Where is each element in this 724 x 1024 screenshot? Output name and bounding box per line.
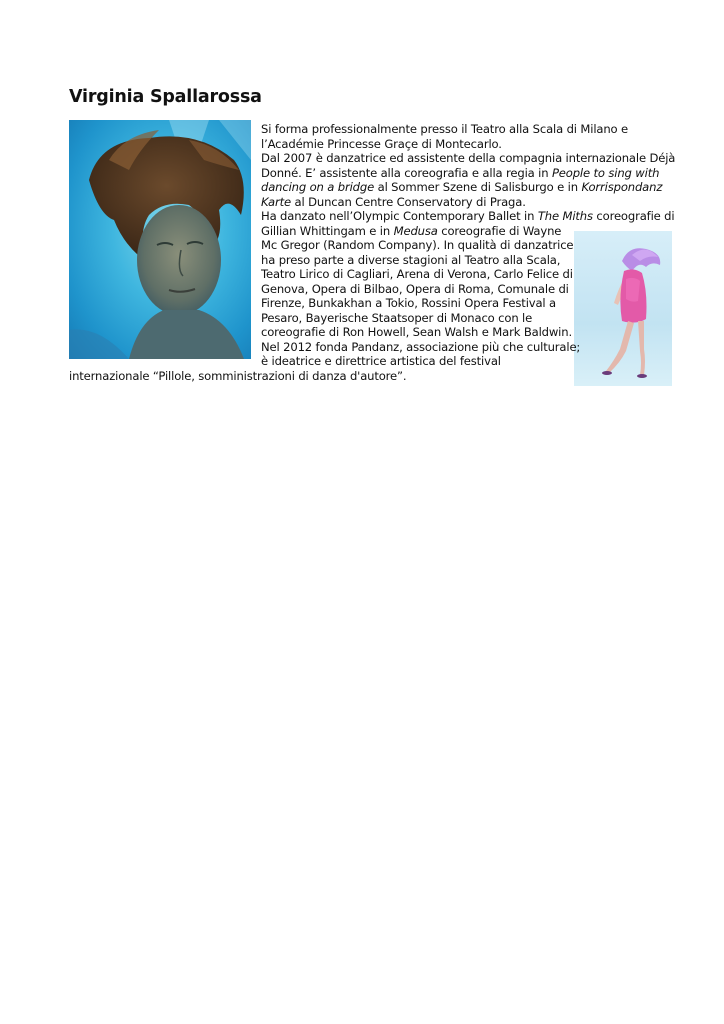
bio-line-16: Nel 2012 fonda Pandanz, associazione più che culturale; <box>261 339 581 354</box>
bio-line-5 <box>261 180 662 195</box>
dancer-illustration <box>574 231 672 386</box>
work-title-the-miths: The Miths <box>537 209 593 223</box>
bio-line-12: Genova, Opera di Bilbao, Opera di Roma, Comunale di <box>261 281 569 296</box>
bio-line-8 <box>261 224 561 239</box>
bio-line-4 <box>261 166 659 181</box>
bio-text: coreografie di Wayne <box>437 223 562 238</box>
bio-text: Donné. E’ assistente alla coreografia e alla regia in <box>261 165 552 180</box>
work-title-people-to-sing: People to sing with <box>551 165 660 180</box>
bio-line-6 <box>261 195 526 210</box>
portrait-illustration <box>69 120 251 359</box>
bio-text: Ha danzato nell’Olympic Contemporary Ballet in <box>261 209 538 223</box>
bio-text: Gillian Whittingam e in <box>261 223 394 238</box>
bio-line-13: Firenze, Bunkakhan a Tokio, Rossini Opera Festival a <box>261 296 556 310</box>
bio-line-18: internazionale “Pillole, somministrazioni di danza d'autore”. <box>69 368 407 383</box>
bio-text: coreografie di <box>592 209 675 223</box>
bio-text: al Sommer Szene di Salisburgo e in <box>374 180 582 194</box>
portrait-underwater-photo <box>69 120 251 359</box>
bio-line-2: l’Académie Princesse Graçe di Montecarlo. <box>261 136 502 151</box>
bio-line-1: Si forma professionalmente presso il Teatro alla Scala di Milano e <box>261 122 629 136</box>
bio-line-3: Dal 2007 è danzatrice ed assistente della compagnia internazionale Déjà <box>261 151 676 165</box>
bio-line-10: ha preso parte a diverse stagioni al Teatro alla Scala, <box>261 252 561 267</box>
bio-line-14: Pesaro, Bayerische Staatsoper di Monaco con le <box>261 310 533 325</box>
bio-line-17: è ideatrice e direttrice artistica del festival <box>261 354 501 368</box>
dancer-photo <box>574 231 672 386</box>
work-title-medusa: Medusa <box>393 223 438 238</box>
bio-line-7 <box>261 209 674 224</box>
bio-line-11: Teatro Lirico di Cagliari, Arena di Verona, Carlo Felice di <box>261 267 573 281</box>
bio-line-15: coreografie di Ron Howell, Sean Walsh e Mark Baldwin. <box>261 325 572 339</box>
work-title-korrispondanz: Korrispondanz <box>581 180 663 194</box>
page-title: Virginia Spallarossa <box>69 87 262 107</box>
work-title-karte: Karte <box>261 194 291 209</box>
bio-text: al Duncan Centre Conservatory di Praga. <box>291 194 526 209</box>
bio-line-9: Mc Gregor (Random Company). In qualità di danzatrice <box>261 238 574 252</box>
work-title-dancing-on-a-bridge: dancing on a bridge <box>261 180 375 194</box>
